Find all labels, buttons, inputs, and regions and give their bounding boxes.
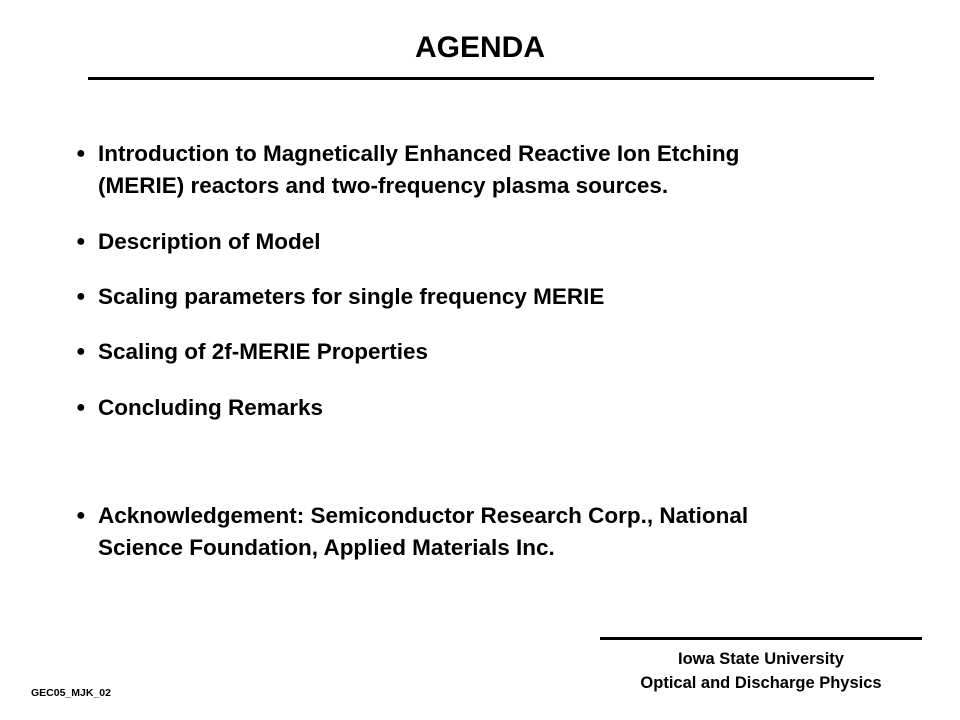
organization-group: Optical and Discharge Physics: [640, 674, 882, 692]
bullet-dot-icon: ●: [76, 233, 86, 250]
footer-divider: [600, 637, 922, 640]
agenda-item-scaling-2f: [72, 336, 912, 368]
agenda-item-text: Scaling parameters for single frequency MERIE: [98, 284, 605, 309]
agenda-item-introduction: [72, 138, 912, 202]
bullet-dot-icon: ●: [76, 343, 86, 360]
bullet-dot-icon: ●: [76, 288, 86, 305]
agenda-item-text: [98, 138, 912, 202]
agenda-item-remarks: [72, 392, 912, 424]
agenda-item-acknowledgement: [72, 500, 912, 564]
agenda-item-model: [72, 226, 912, 258]
bullet-dot-icon: ●: [76, 399, 86, 416]
agenda-item-line: (MERIE) reactors and two-frequency plasma sources.: [98, 173, 669, 198]
agenda-item-scaling-single: [72, 281, 912, 313]
agenda-item-line: Acknowledgement: Semiconductor Research Corp., National: [98, 503, 749, 528]
agenda-item-text: Description of Model: [98, 229, 321, 254]
agenda-item-text: Scaling of 2f-MERIE Properties: [98, 339, 429, 364]
organization-name: Iowa State University: [678, 650, 844, 668]
agenda-item-line: Science Foundation, Applied Materials Inc.: [98, 535, 555, 560]
bullet-dot-icon: ●: [76, 145, 86, 162]
agenda-item-text: [98, 500, 912, 564]
agenda-item-line: Introduction to Magnetically Enhanced Reactive Ion Etching: [98, 141, 740, 166]
agenda-item-text: Concluding Remarks: [98, 395, 324, 420]
bullet-dot-icon: ●: [76, 507, 86, 524]
slide-title: AGENDA: [414, 31, 545, 64]
slide-id: GEC05_MJK_02: [31, 687, 111, 699]
title-divider: [88, 77, 874, 80]
